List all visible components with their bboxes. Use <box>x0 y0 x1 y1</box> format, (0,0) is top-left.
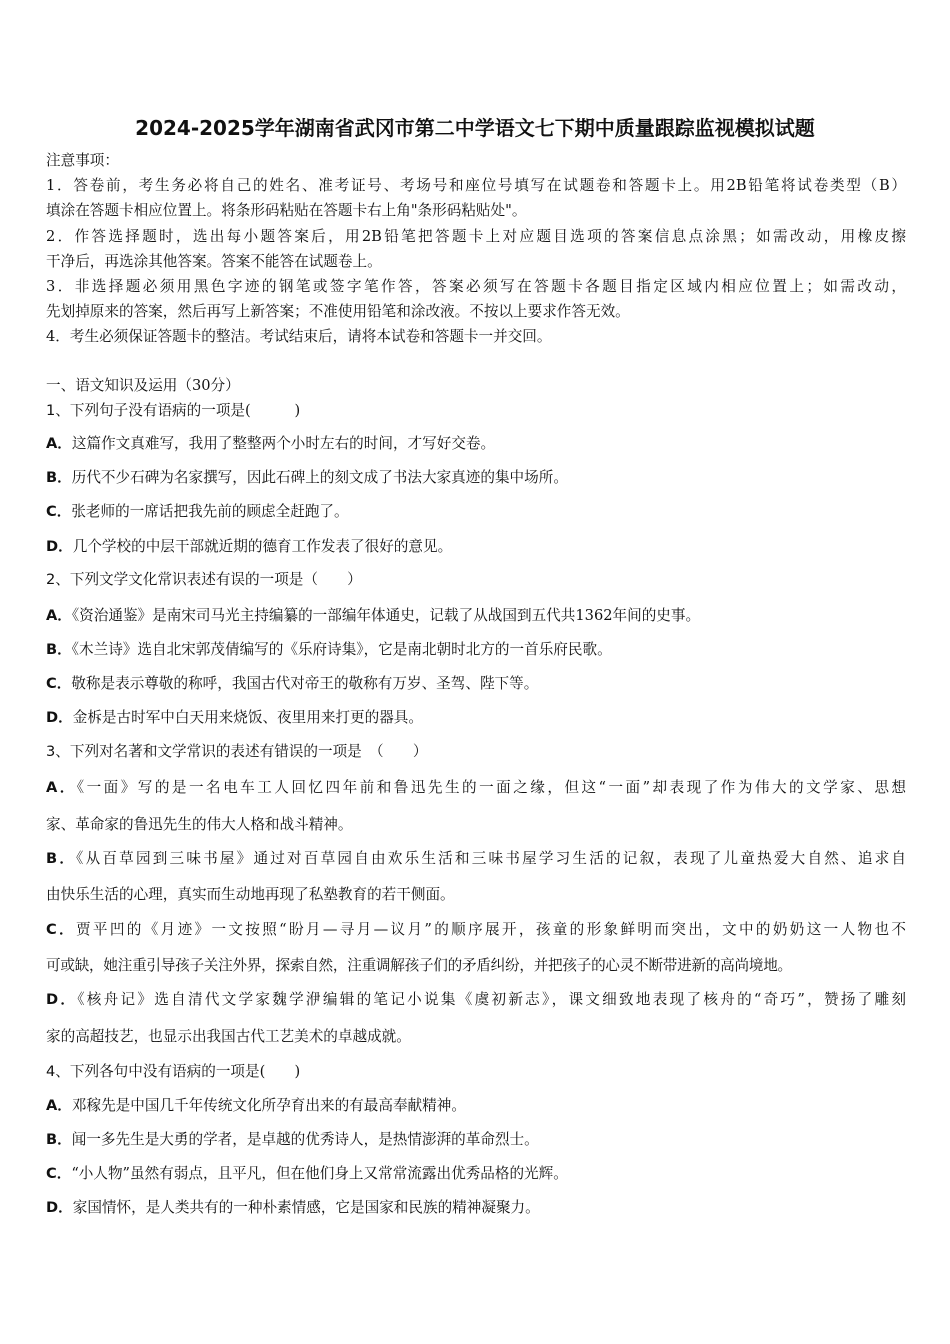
option-label: D． <box>46 1199 73 1216</box>
answer-option <box>46 606 700 626</box>
notice-line: 3．非选择题必须用黑色字迹的钢笔或签字笔作答，答案必须写在答题卡各题目指定区域内相应位置上；如需改动， <box>46 278 906 295</box>
answer-option <box>46 434 495 454</box>
option-label: A． <box>46 435 72 452</box>
answer-option <box>46 502 349 522</box>
notice-line: 先划掉原来的答案，然后再写上新答案；不准使用铅笔和涂改液。不按以上要求作答无效。 <box>46 303 630 320</box>
question-stem <box>46 742 427 762</box>
question-number: 2、 <box>46 571 70 588</box>
option-continuation: 家、革命家的鲁迅先生的伟大人格和战斗精神。 <box>46 816 353 833</box>
option-label: B． <box>46 1131 72 1148</box>
option-label: B． <box>46 850 77 867</box>
answer-option <box>46 1164 568 1184</box>
question-number: 4、 <box>46 1063 70 1080</box>
option-text: “小人物”虽然有弱点，且平凡，但在他们身上又常常流露出优秀品格的光辉。 <box>71 1165 568 1182</box>
answer-option <box>46 990 906 1010</box>
option-continuation: 家的高超技艺，也显示出我国古代工艺美术的卓越成就。 <box>46 1028 411 1045</box>
option-text: 家国情怀，是人类共有的一种朴素情感，它是国家和民族的精神凝聚力。 <box>72 1199 540 1216</box>
question-stem <box>46 1062 300 1082</box>
option-label: A． <box>46 607 72 624</box>
answer-option <box>46 674 538 694</box>
option-text: 邓稼先是中国几千年传统文化所孕育出来的有最高奉献精神。 <box>71 1097 466 1114</box>
answer-option <box>46 1130 539 1150</box>
question-number: 1、 <box>46 402 70 419</box>
question-text: 下列文学文化常识表述有误的一项是（ ） <box>69 571 362 588</box>
question-text: 下列对名著和文学常识的表述有错误的一项是 （ ） <box>69 743 428 760</box>
notice-heading: 注意事项： <box>46 152 119 169</box>
option-label: D． <box>46 709 73 726</box>
option-text: 闻一多先生是大勇的学者，是卓越的优秀诗人，是热情澎湃的革命烈士。 <box>71 1131 539 1148</box>
option-text: 《从百草园到三味书屋》通过对百草园自由欢乐生活和三味书屋学习生活的记叙，表现了儿童热爱大自然、追求自 <box>76 850 906 867</box>
option-text: 贾平凹的《月迹》一文按照“盼月—寻月—议月”的顺序展开，孩童的形象鲜明而突出，文中的奶奶这一人物也不 <box>75 921 906 938</box>
notice-line: 干净后，再选涂其他答案。答案不能答在试题卷上。 <box>46 253 382 270</box>
option-text: 《核舟记》选自清代文学家魏学洢编辑的笔记小说集《虞初新志》，课文细致地表现了核舟的“奇巧”，赞扬了雕刻 <box>77 991 906 1008</box>
question-stem <box>46 570 362 590</box>
page-title: 2024-2025学年湖南省武冈市第二中学语文七下期中质量跟踪监视模拟试题 <box>135 116 815 140</box>
option-label: B． <box>46 641 72 658</box>
notice-line: 4．考生必须保证答题卡的整洁。考试结束后，请将本试卷和答题卡一并交回。 <box>46 328 552 345</box>
answer-option <box>46 640 612 660</box>
option-text: 《一面》写的是一名电车工人回忆四年前和鲁迅先生的一面之缘，但这“一面”却表现了作为伟大的文学家、思想 <box>76 779 906 796</box>
answer-option <box>46 778 906 798</box>
option-label: C． <box>46 1165 72 1182</box>
option-text: 历代不少石碑为名家撰写，因此石碑上的刻文成了书法大家真迹的集中场所。 <box>71 469 568 486</box>
option-continuation: 可或缺，她注重引导孩子关注外界，探索自然，注重调解孩子们的矛盾纠纷，并把孩子的心灵不断带进新的高尚境地。 <box>46 957 792 974</box>
question-text: 下列句子没有语病的一项是( ) <box>69 402 301 419</box>
answer-option <box>46 1198 540 1218</box>
option-text: 张老师的一席话把我先前的顾虑全赶跑了。 <box>71 503 349 520</box>
answer-option <box>46 468 568 488</box>
option-label: B． <box>46 469 72 486</box>
answer-option <box>46 920 906 940</box>
option-text: 这篇作文真难写，我用了整整两个小时左右的时间，才写好交卷。 <box>71 435 496 452</box>
question-stem <box>46 401 300 421</box>
option-label: C． <box>46 503 72 520</box>
section-heading: 一、语文知识及运用（30分） <box>46 377 240 394</box>
question-text: 下列各句中没有语病的一项是( ) <box>69 1063 301 1080</box>
question-number: 3、 <box>46 743 70 760</box>
notice-line: 填涂在答题卡相应位置上。将条形码粘贴在答题卡右上角"条形码粘贴处"。 <box>46 202 527 219</box>
answer-option <box>46 849 906 869</box>
option-text: 《木兰诗》选自北宋郭茂倩编写的《乐府诗集》，它是南北朝时北方的一首乐府民歌。 <box>71 641 612 658</box>
answer-option <box>46 708 423 728</box>
notice-line: 1．答卷前，考生务必将自己的姓名、准考证号、考场号和座位号填写在试题卷和答题卡上。用2B铅笔将试卷类型（B） <box>46 177 906 194</box>
option-continuation: 由快乐生活的心理，真实而生动地再现了私塾教育的若干侧面。 <box>46 886 455 903</box>
option-label: C． <box>46 921 76 938</box>
option-text: 敬称是表示尊敬的称呼，我国古代对帝王的敬称有万岁、圣驾、陛下等。 <box>71 675 539 692</box>
option-label: A． <box>46 779 77 796</box>
notice-line: 2．作答选择题时，选出每小题答案后，用2B铅笔把答题卡上对应题目选项的答案信息点涂黑；如需改动，用橡皮擦 <box>46 228 906 245</box>
option-label: A． <box>46 1097 72 1114</box>
option-label: D． <box>46 991 78 1008</box>
answer-option <box>46 537 452 557</box>
answer-option <box>46 1096 466 1116</box>
option-text: 《资治通鉴》是南宋司马光主持编纂的一部编年体通史，记载了从战国到五代共1362年间的史事。 <box>71 607 701 624</box>
option-label: D． <box>46 538 73 555</box>
option-text: 几个学校的中层干部就近期的德育工作发表了很好的意见。 <box>72 538 453 555</box>
option-text: 金柝是古时军中白天用来烧饭、夜里用来打更的器具。 <box>72 709 423 726</box>
option-label: C． <box>46 675 72 692</box>
